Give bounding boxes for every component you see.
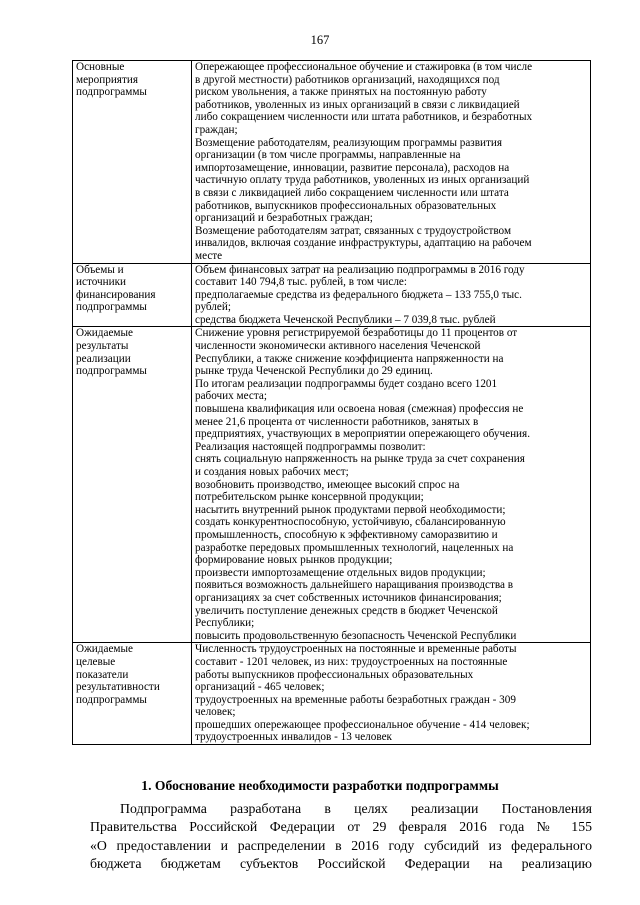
content-line: потребительском рынке консервной продукции; [195,491,424,504]
content-line: средства бюджета Чеченской Республики – 7 039,8 тыс. рублей [195,313,496,326]
paragraph-line: Правительства Российской Федерации от 29 февраля 2016 года № 155 [90,819,592,835]
content-line: появиться возможность дальнейшего наращивания производства в [195,579,514,592]
row-content-cell [192,263,591,327]
row-label-cell [73,327,192,643]
content-line: Республики, а также снижение коэффициента напряженности на [195,352,504,365]
content-line: организаций и безработных граждан; [195,212,373,225]
content-line: человек; [195,706,236,719]
content-line: произвести импортозамещение отдельных видов продукции; [195,566,486,579]
label-line: целевые [76,655,116,668]
content-line: либо сокращением численности или штата работников, и безработных [195,111,533,124]
content-line: разработке передовых промышленных технологий, нацеленных на [195,541,514,554]
page-number: 167 [310,33,330,47]
content-line: насытить внутренний рынок продуктами первой необходимости; [195,503,506,516]
content-line: предприятиях, участвующих в мероприятии опережающего обучения. [195,428,530,441]
content-line: создать конкурентноспособную, устойчивую, сбалансированную [195,516,506,529]
content-line: Республики; [195,617,255,630]
subprogram-passport-table [72,60,591,745]
content-line: и создания новых рабочих мест; [195,466,349,478]
content-line: организаций - 465 человек; [195,681,325,694]
table-row [73,327,591,643]
content-line: трудоустроенных на временные работы безработных граждан - 309 [195,693,516,706]
table-row [73,263,591,327]
row-label-cell [73,61,192,264]
table-row [73,61,591,264]
content-line: Опережающее профессиональное обучение и стажировка (в том числе [195,61,533,73]
content-line: риском увольнения, а также принятых на постоянную работу [195,86,487,99]
row-label-cell [73,643,192,745]
content-line: в связи с ликвидацией либо сокращением численности или штата [195,186,509,199]
table-row [73,643,591,745]
row-content-cell [192,61,591,264]
content-line: промышленность, способную к эффективному саморазвитию и [195,528,498,541]
label-line: финансирования [76,288,156,301]
content-line: месте [195,249,223,262]
label-line: Объемы и [76,263,124,276]
label-line: показатели [76,668,129,681]
content-line: инвалидов, включая создание инфраструктуры, адаптацию на рабочем [195,237,532,250]
row-content-cell [192,327,591,643]
content-line: составит - 1201 человек, из них: трудоустроенных на постоянные [195,655,508,668]
content-line: предполагаемые средства из федерального бюджета – 133 755,0 тыс. [195,288,522,301]
paragraph-line: Подпрограмма разработана в целях реализации Постановления [120,801,592,816]
label-line: результаты [76,340,129,353]
content-line: организации (в том числе программы, направленные на [195,149,461,162]
content-line: рынке труда Чеченской Республики до 29 единиц. [195,365,433,378]
content-line: частичную оплату труда работников, уволенных из иных организаций [195,174,530,187]
passport-table-body [73,61,591,745]
label-line: подпрограммы [76,365,147,378]
content-line: работников, уволенных из иных организаций в связи с ликвидацией [195,98,520,111]
content-line: возобновить производство, имеющее высокий спрос на [195,478,460,491]
row-label-cell [73,263,192,327]
content-line: рублей; [195,301,231,314]
body-paragraph [90,800,592,874]
label-line: результативности [76,681,160,694]
content-line: повысить продовольственную безопасность Чеченской Республики [195,629,517,642]
paragraph-line: бюджета бюджетам субъектов Российской Федерации на реализацию [90,856,592,872]
content-line: менее 21,6 процента от численности работников, занятых в [195,415,479,428]
content-line: работников, выпускников профессиональных образовательных [195,199,497,212]
content-line: Объем финансовых затрат на реализацию подпрограммы в 2016 году [195,263,525,276]
content-line: трудоустроенных инвалидов - 13 человек [195,731,392,744]
content-line: Реализация настоящей подпрограммы позволит: [195,440,426,453]
label-line: подпрограммы [76,86,147,99]
content-line: Снижение уровня регистрируемой безработицы до 11 процентов от [195,327,518,340]
content-line: увеличить поступление денежных средств в бюджет Чеченской [195,604,498,617]
label-line: мероприятия [76,73,138,86]
label-line: реализации [76,352,131,365]
label-line: источники [76,276,127,289]
content-line: снять социальную напряженность на рынке труда за счет сохранения [195,453,525,466]
content-line: Возмещение работодателям, реализующим программы развития [195,136,503,149]
content-line: Возмещение работодателям затрат, связанных с трудоустройством [195,224,512,237]
label-line: Основные [76,61,125,73]
content-line: Численность трудоустроенных на постоянные и временные работы [195,643,517,656]
content-line: формирование новых рынков продукции; [195,554,393,567]
paragraph-line: «О предоставлении и распределении в 2016 году субсидий из федерального [90,837,592,853]
content-line: рабочих места; [195,390,267,403]
content-line: численности экономически активного населения Чеченской [195,340,481,353]
label-line: подпрограммы [76,693,147,706]
content-line: прошедших опережающее профессиональное обучение - 414 человек; [195,718,530,731]
label-line: Ожидаемые [76,327,133,340]
content-line: граждан; [195,123,238,136]
content-line: импортозамещение, инновации, развитие персонала), расходов на [195,161,510,174]
content-line: повышена квалификация или освоена новая (смежная) профессия не [195,403,524,416]
label-line: Ожидаемые [76,643,133,656]
label-line: подпрограммы [76,301,147,314]
section-heading: 1. Обоснование необходимости разработки подпрограммы [141,778,499,793]
content-line: составит 140 794,8 тыс. рублей, в том числе: [195,276,408,289]
row-content-cell [192,643,591,745]
content-line: работы выпускников профессиональных образовательных [195,668,474,681]
content-line: организациях за счет собственных источников финансирования; [195,591,502,604]
content-line: в другой местности) работников организаций, находящихся под [195,73,500,86]
content-line: По итогам реализации подпрограммы будет создано всего 1201 [195,377,498,390]
